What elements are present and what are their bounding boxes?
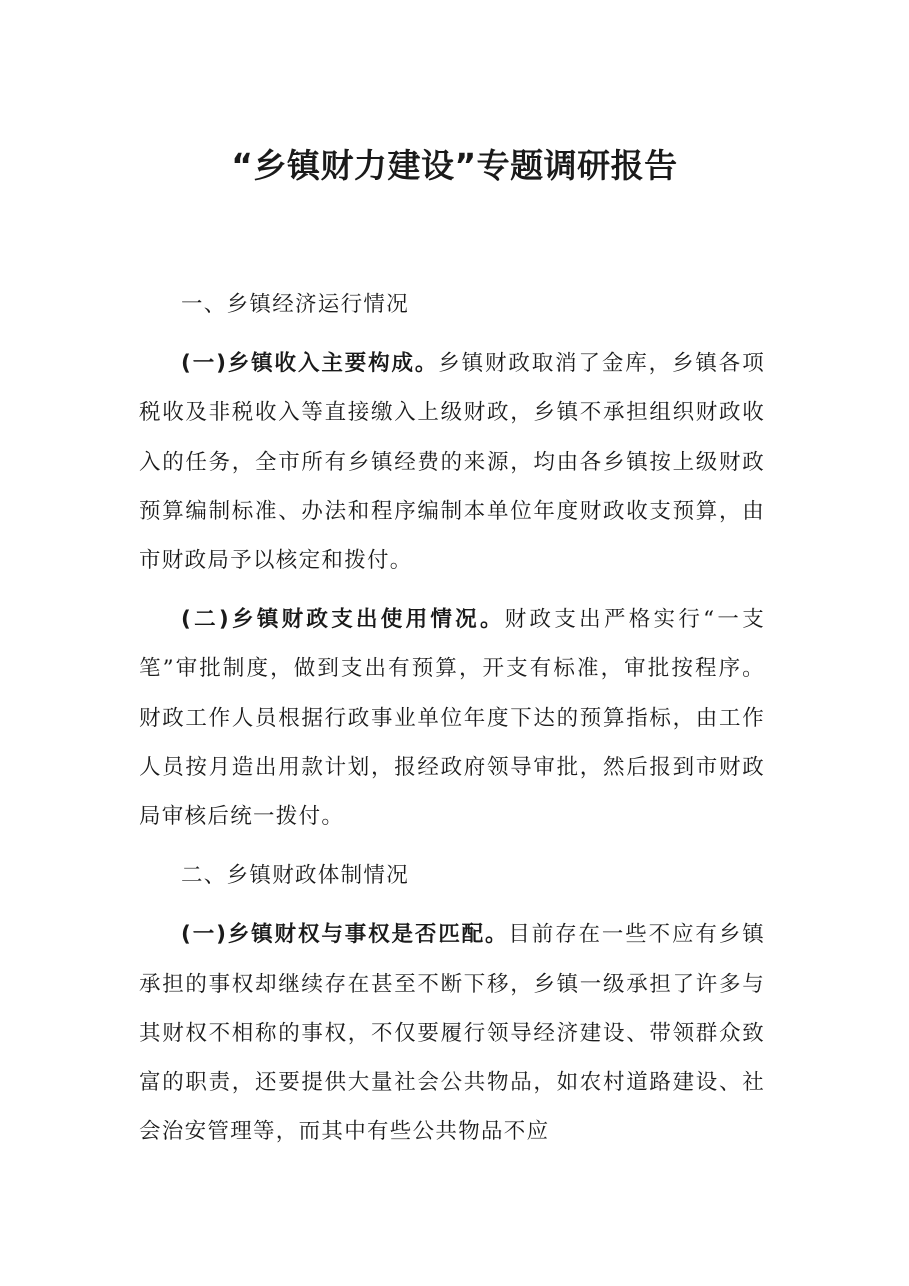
- document-body: [139, 280, 765, 1166]
- section-heading-2: 二、乡镇财政体制情况: [181, 863, 410, 889]
- paragraph-lead: (一)乡镇财权与事权是否匹配。: [181, 922, 509, 948]
- paragraph-lead: (一)乡镇收入主要构成。: [181, 351, 439, 377]
- section-heading-1: 一、乡镇经济运行情况: [181, 292, 410, 317]
- paragraph-text: 目前存在一些不应有乡镇承担的事权却继续存在甚至不断下移，乡镇一级承担了许多与其财权不相称的事权，不仅要履行领导经济建设、带领群众致富的职责，还要提供大量社会公共物品，如农村道路建设、社会治安管理等，而其中有些公共物品不应: [139, 922, 765, 1145]
- paragraph-text: 财政支出严格实行“一支笔”审批制度，做到支出有预算，开支有标准，审批按程序。财政工作人员根据行政事业单位年度下达的预算指标，由工作人员按月造出用款计划，报经政府领导审批，然后报到市财政局审核后统一拨付。: [139, 607, 765, 830]
- document-title: “乡镇财力建设”专题调研报告: [231, 146, 678, 185]
- paragraph-text: 乡镇财政取消了金库，乡镇各项税收及非税收入等直接缴入上级财政，乡镇不承担组织财政收入的任务，全市所有乡镇经费的来源，均由各乡镇按上级财政预算编制标准、办法和程序编制本单位年度财政收支预算，由市财政局予以核定和拨付。: [139, 351, 765, 574]
- paragraph-fiscal-authority: [139, 910, 765, 1156]
- paragraph-income-composition: [139, 339, 765, 585]
- paragraph-expenditure-usage: [139, 595, 765, 841]
- paragraph-lead: (二)乡镇财政支出使用情况。: [181, 607, 505, 633]
